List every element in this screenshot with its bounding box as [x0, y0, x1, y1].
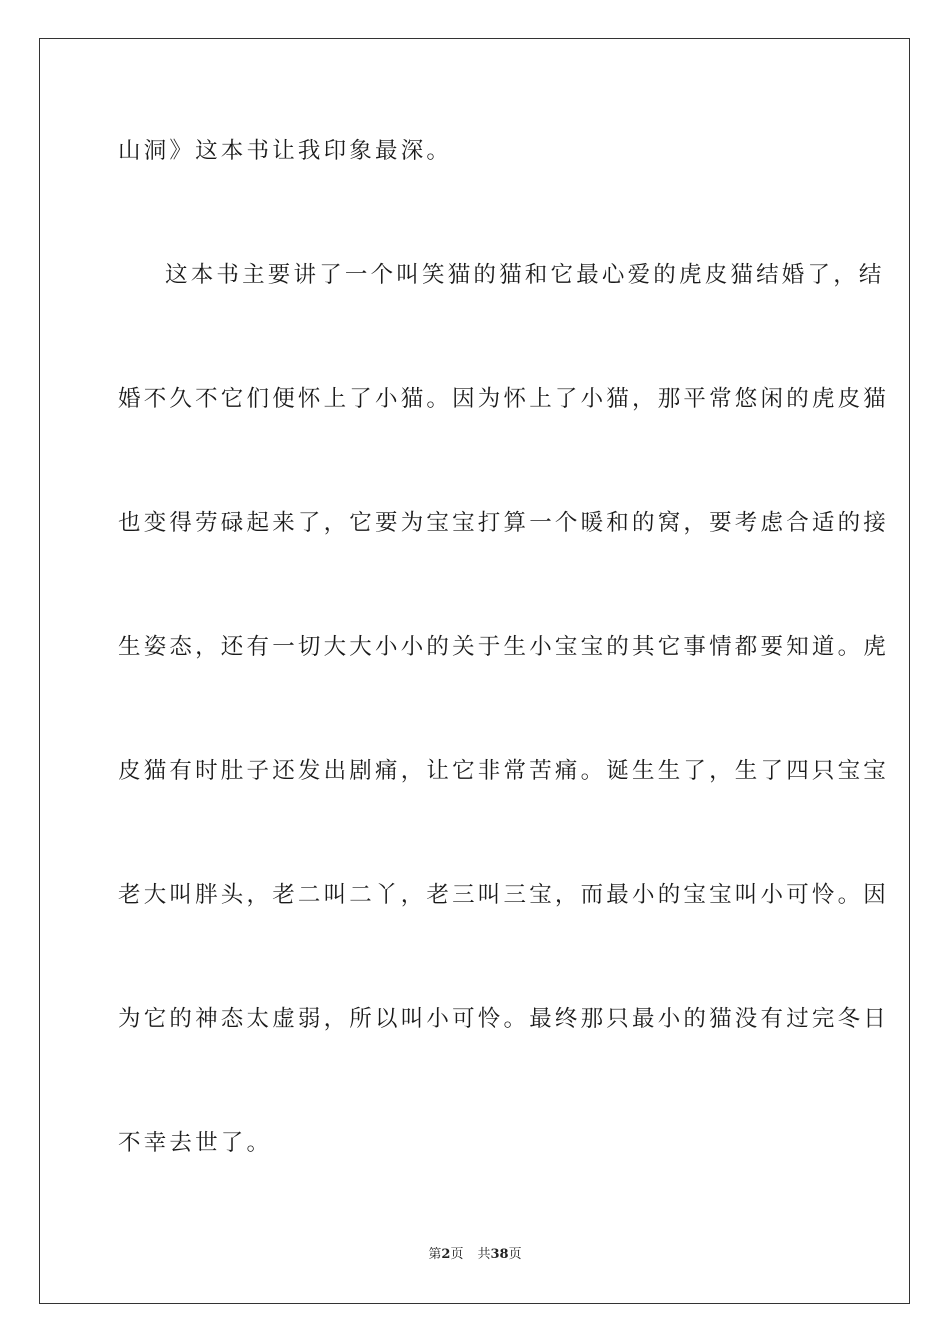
page-suffix: 页: [450, 1247, 464, 1262]
total-suffix: 页: [508, 1247, 522, 1262]
total-prefix: 共: [477, 1247, 491, 1262]
page-footer: [0, 1246, 950, 1264]
text-line-6: 皮猫有时肚子还发出剧痛，让它非常苦痛。诞生生了，生了四只宝宝: [118, 758, 890, 784]
page-number: 2: [441, 1247, 451, 1262]
text-line-2: 这本书主要讲了一个叫笑猫的猫和它最心爱的虎皮猫结婚了，结: [165, 262, 885, 288]
page-border: [39, 38, 910, 1304]
total-pages: 38: [490, 1247, 509, 1262]
page-prefix: 第: [428, 1247, 442, 1262]
text-line-9: 不幸去世了。: [118, 1130, 273, 1156]
text-line-1: 山洞》这本书让我印象最深。: [118, 138, 453, 164]
text-line-5: 生姿态，还有一切大大小小的关于生小宝宝的其它事情都要知道。虎: [118, 634, 890, 660]
text-line-8: 为它的神态太虚弱，所以叫小可怜。最终那只最小的猫没有过完冬日: [118, 1006, 890, 1032]
text-line-4: 也变得劳碌起来了，它要为宝宝打算一个暖和的窝，要考虑合适的接: [118, 510, 890, 536]
text-line-7: 老大叫胖头，老二叫二丫，老三叫三宝，而最小的宝宝叫小可怜。因: [118, 882, 890, 908]
text-line-3: 婚不久不它们便怀上了小猫。因为怀上了小猫，那平常悠闲的虎皮猫: [118, 386, 890, 412]
